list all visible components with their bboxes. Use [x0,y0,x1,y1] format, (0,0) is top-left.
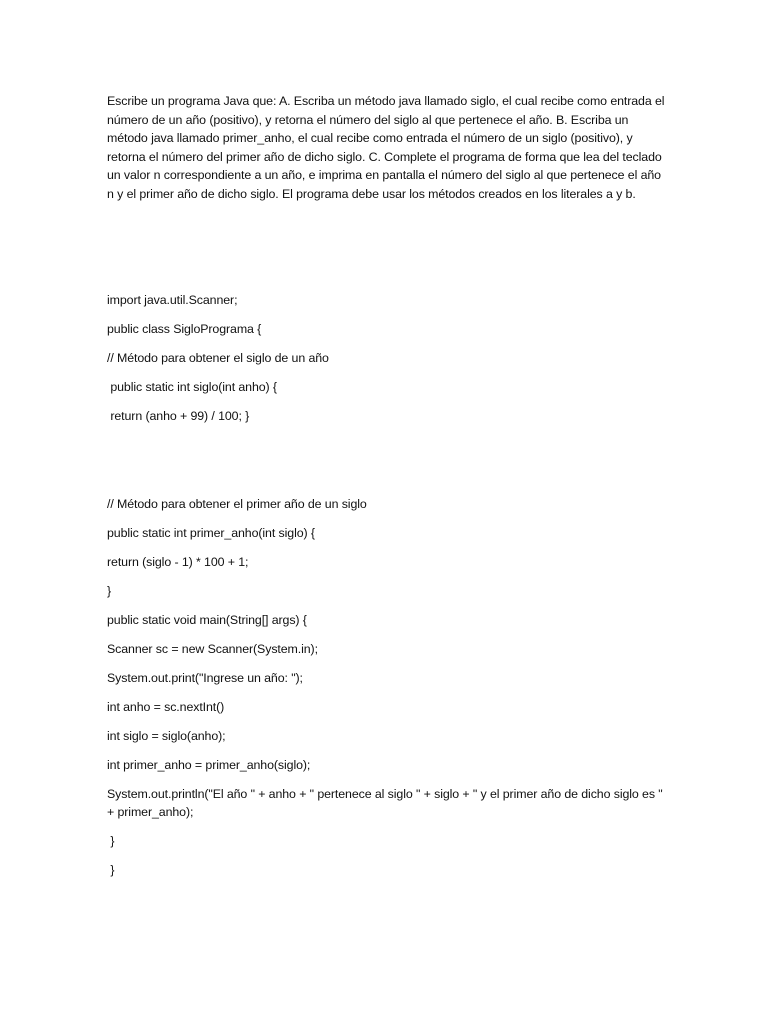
code-line: int siglo = siglo(anho); [107,728,226,743]
code-line: // Método para obtener el primer año de un siglo [107,497,367,511]
exercise-statement: Escribe un programa Java que: A. Escriba un método java llamado siglo, el cual recibe como entrada el número de un año (positivo), y retorna el número del siglo al que pertenece el año. B. Escriba un método java llamado primer_anho, el cual recibe como entrada el número de un siglo (positivo), y retorna el número del primer año de dicho siglo. C. Complete el programa de forma que lea del teclado un valor n correspondiente a un año, e imprima en pantalla el número del siglo al que pertenece el año n y el primer año de dicho siglo. El programa debe usar los métodos creados en los literales a y b. [107,94,665,201]
code-line: int primer_anho = primer_anho(siglo); [107,757,311,772]
code-line: // Método para obtener el siglo de un año [107,350,329,365]
document-page [107,92,667,878]
code-block-siglo [107,291,667,436]
code-line: } [107,834,115,849]
code-block-main [107,495,667,890]
code-line: } [107,583,112,598]
code-line: public class SigloPrograma { [107,321,262,336]
code-line: System.out.println("El año " + anho + " pertenece al siglo " + siglo + " y el primer año de dicho siglo es " + primer_anho); [107,786,666,820]
code-line: public static void main(String[] args) { [107,612,307,627]
code-line: System.out.print("Ingrese un año: "); [107,670,303,685]
code-line: int anho = sc.nextInt() [107,699,225,714]
code-line: public static int primer_anho(int siglo) { [107,525,315,540]
code-line: Scanner sc = new Scanner(System.in); [107,641,318,656]
code-line: } [107,863,115,878]
code-line: return (siglo - 1) * 100 + 1; [107,554,249,569]
code-line: return (anho + 99) / 100; } [107,408,250,423]
code-line: public static int siglo(int anho) { [107,379,277,394]
code-line: import java.util.Scanner; [107,293,238,307]
